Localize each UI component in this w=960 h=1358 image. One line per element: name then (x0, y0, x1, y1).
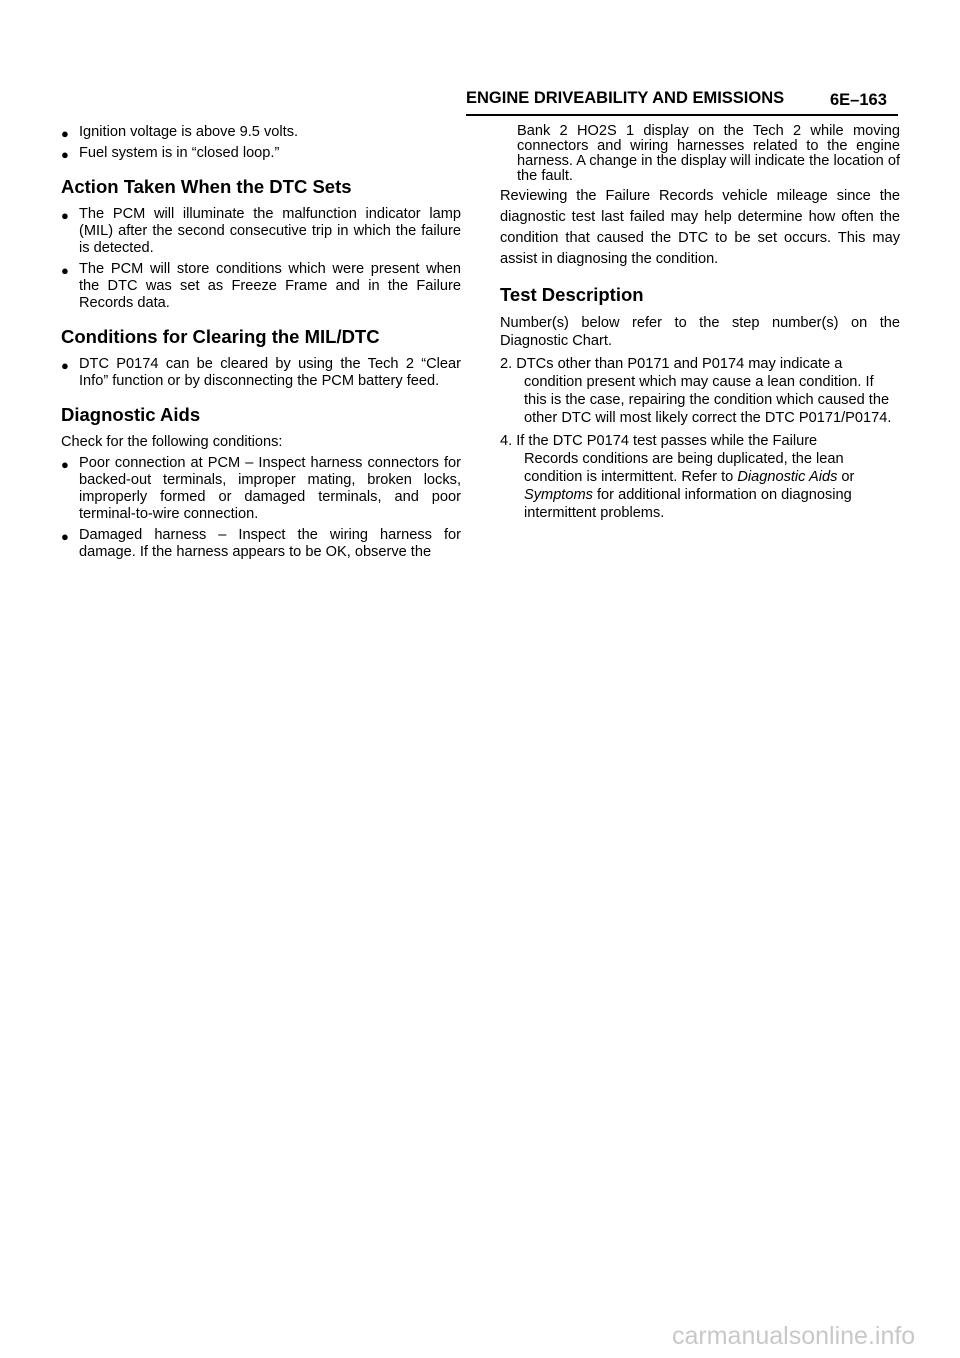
numbered-item-4: 4. If the DTC P0174 test passes while the Failure Records conditions are being duplicated, the lean condition is intermittent. Refer to Diagnostic Aids or Symptoms for additional information on diagnosing intermittent problems. (500, 433, 855, 521)
left-column (61, 124, 461, 565)
page-header-title: ENGINE DRIVEABILITY AND EMISSIONS (466, 89, 785, 107)
section-heading-test-description: Test Description (500, 284, 644, 305)
section-intro: Number(s) below refer to the step number(s) on the Diagnostic Chart. (500, 315, 900, 349)
bullet-icon: ● (61, 529, 69, 544)
bullet-icon: ● (61, 147, 69, 162)
bullet-icon: ● (61, 126, 69, 141)
bullet-icon: ● (61, 208, 69, 223)
list-item: ● Fuel system is in “closed loop.” (61, 145, 280, 162)
bullet-icon: ● (61, 358, 69, 373)
list-item: ● Damaged harness – Inspect the wiring harness for damage. If the harness appears to be OK, observe the (61, 527, 461, 560)
ref-symptoms: Symptoms (524, 487, 593, 503)
header-rule (466, 114, 898, 116)
section-heading-action-taken: Action Taken When the DTC Sets (61, 176, 352, 197)
list-item: ● The PCM will illuminate the malfunction indicator lamp (MIL) after the second consecutive trip in which the failure is detected. (61, 206, 461, 256)
page-number: 6E–163 (830, 91, 887, 109)
bullet-icon: ● (61, 263, 69, 278)
list-item: ● DTC P0174 can be cleared by using the Tech 2 “Clear Info” function or by disconnecting the PCM battery feed. (61, 356, 461, 389)
section-intro: Check for the following conditions: (61, 434, 283, 450)
review-paragraph: Reviewing the Failure Records vehicle mileage since the diagnostic test last failed may help determine how often the condition that caused the DTC to be set occurs. This may assist in diagnosing the condition. (500, 188, 900, 267)
continued-bullet-text: Bank 2 HO2S 1 display on the Tech 2 while moving connectors and wiring harnesses related to the engine harness. A change in the display will indicate the location of the fault. (517, 123, 900, 184)
numbered-item-2: 2. DTCs other than P0171 and P0174 may indicate a condition present which may cause a lean condition. If this is the case, repairing the condition which caused the other DTC will most likely correct the DTC P0171/P0174. (500, 356, 892, 426)
ref-diagnostic-aids: Diagnostic Aids (737, 469, 838, 485)
bullet-icon: ● (61, 457, 69, 472)
watermark-text: carmanualsonline.info (672, 1322, 916, 1350)
list-item: ● The PCM will store conditions which were present when the DTC was set as Freeze Frame and in the Failure Records data. (61, 261, 461, 311)
list-item: ● Ignition voltage is above 9.5 volts. (61, 124, 299, 141)
section-heading-diagnostic-aids: Diagnostic Aids (61, 404, 201, 425)
section-heading-clearing: Conditions for Clearing the MIL/DTC (61, 326, 380, 347)
right-column (500, 124, 900, 527)
list-item: ● Poor connection at PCM – Inspect harness connectors for backed-out terminals, improper mating, broken locks, improperly formed or damaged terminals, and poor terminal-to-wire connection. (61, 455, 461, 522)
